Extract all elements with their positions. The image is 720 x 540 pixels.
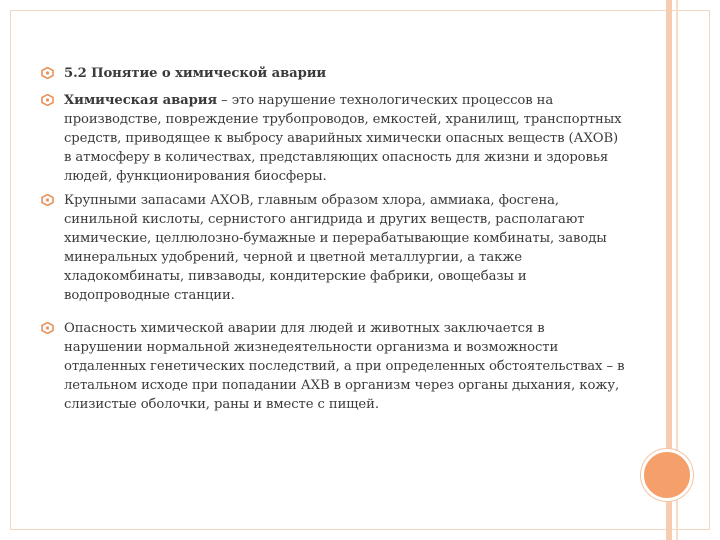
bullet-icon	[40, 319, 64, 337]
definition-paragraph	[64, 91, 625, 186]
bullet-icon	[40, 191, 64, 209]
bullet-icon	[40, 64, 64, 82]
bullet-item	[40, 319, 625, 414]
bullet-item	[40, 91, 625, 186]
bullet-item	[40, 191, 625, 305]
bullet-icon	[40, 91, 64, 109]
definition-text: – это нарушение технологических процессов на производстве, повреждение трубопроводов, емкостей, хранилищ, транспортных средств, приводящее к выбросу аварийных химически опасных веществ (АХОВ) в атмосферу в количествах, представляющих опасность для жизни и здоровья людей, функционирования биосферы.	[64, 93, 622, 184]
danger-paragraph: Опасность химической аварии для людей и животных заключается в нарушении нормальной жизнедеятельности организма и возможности отдаленных генетических последствий, а при определенных обстоятельствах – в летальном исходе при попадании АХВ в организм через органы дыхания, кожу, слизистые оболочки, раны и вместе с пищей.	[64, 321, 625, 412]
slide-content	[40, 64, 625, 422]
definition-term: Химическая авария	[64, 93, 218, 108]
bullet-item	[40, 64, 625, 83]
storage-paragraph: Крупными запасами АХОВ, главным образом хлора, аммиака, фосгена, синильной кислоты, сернистого ангидрида и других веществ, располагают химические, целлюлозно-бумажные и перерабатывающие комбинаты, заводы минеральных удобрений, черной и цветной металлургии, а также хладокомбинаты, пивзаводы, кондитерские фабрики, овощебазы и водопроводные станции.	[64, 193, 607, 303]
section-heading: 5.2 Понятие о химической аварии	[64, 66, 327, 81]
decorative-orange-circle	[641, 449, 693, 501]
